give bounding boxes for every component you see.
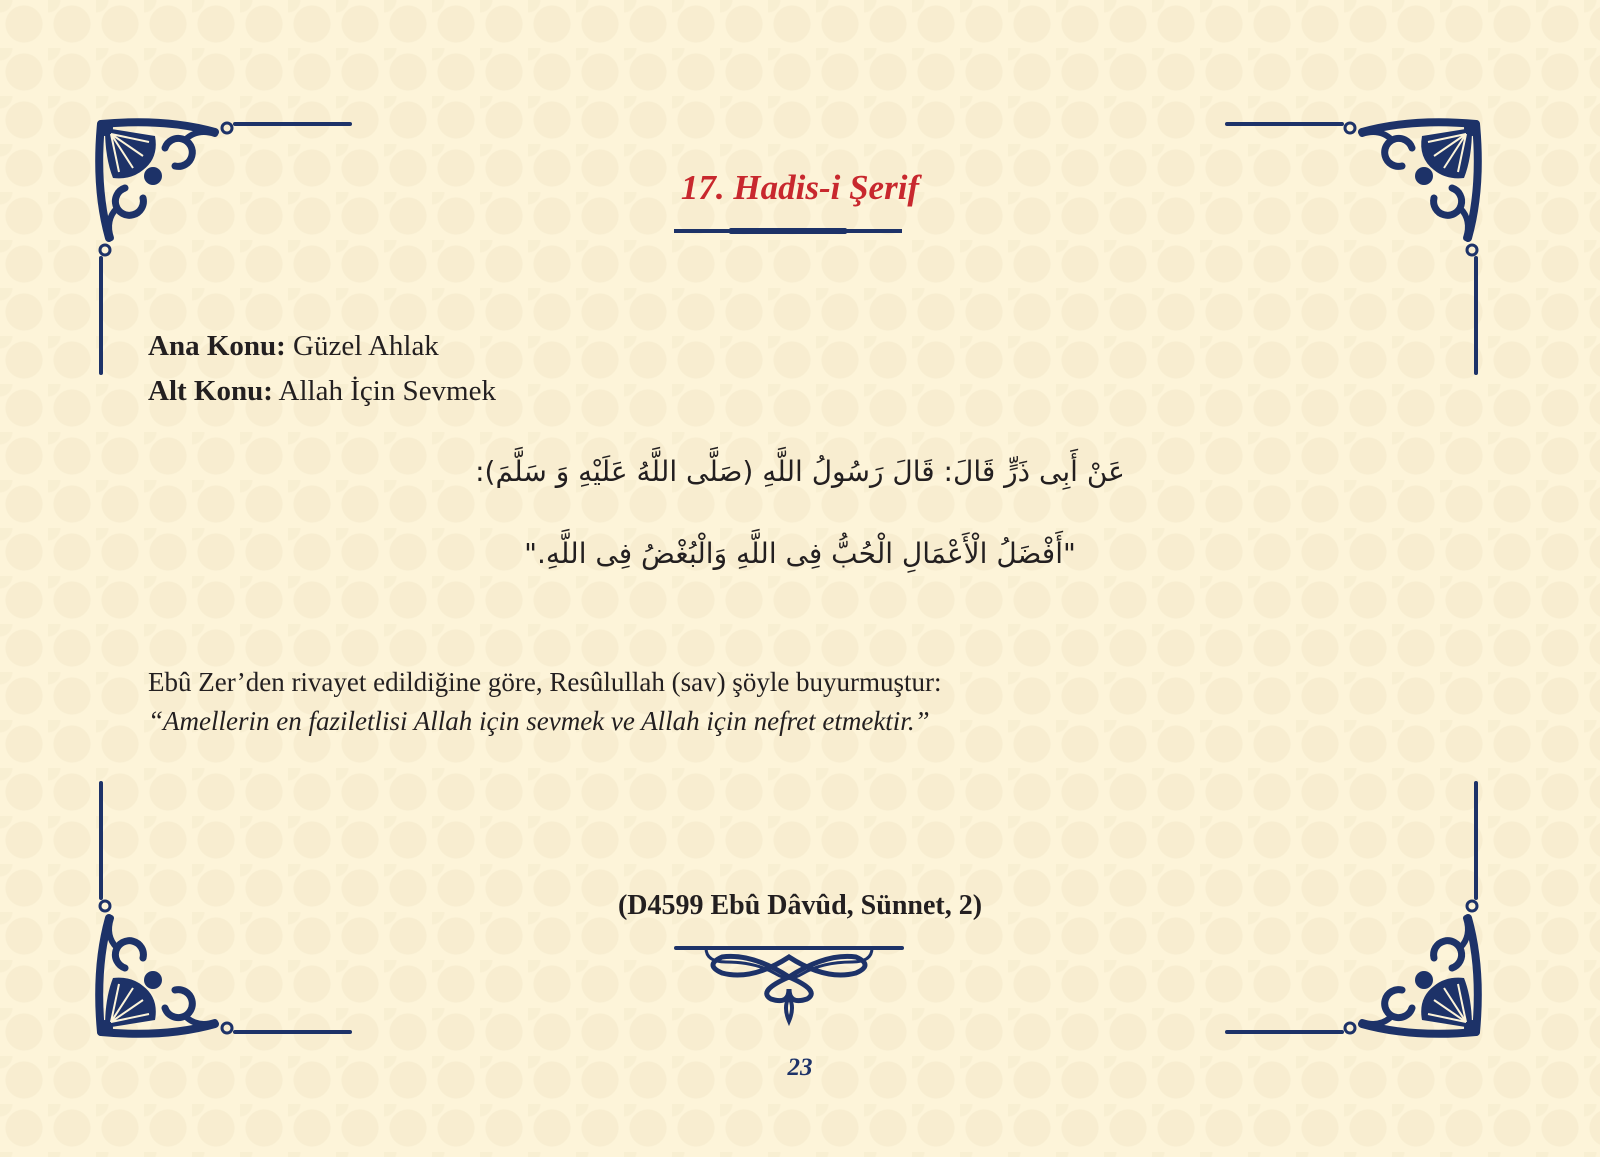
main-topic-label: Ana Konu: <box>148 330 286 362</box>
knot-flourish-ornament-icon <box>674 945 904 1035</box>
page-number: 23 <box>787 1054 813 1081</box>
translation-hadith: “Amellerin en faziletlisi Allah için sevmek ve Allah için nefret etmektir.” <box>148 706 930 736</box>
main-topic-value: Güzel Ahlak <box>293 330 439 362</box>
arabic-narration-line: عَنْ أَبِى ذَرٍّ قَالَ: قَالَ رَسُولُ اللَّهِ (صَلَّى اللَّهُ عَلَيْهِ وَ سَلَّمَ): <box>475 455 1125 488</box>
title-divider <box>674 229 902 233</box>
sub-topic-label: Alt Konu: <box>148 375 273 407</box>
hadith-title: 17. Hadis-i Şerif <box>680 168 920 207</box>
corner-ornament-top-right-icon <box>1222 118 1482 378</box>
hadith-source-reference: (D4599 Ebû Dâvûd, Sünnet, 2) <box>617 890 983 921</box>
arabic-hadith-text: "أَفْضَلُ الْأَعْمَالِ الْحُبُّ فِى اللَّهِ وَالْبُغْضُ فِى اللَّهِ." <box>524 537 1076 570</box>
sub-topic-value: Allah İçin Sevmek <box>278 375 496 407</box>
sub-topic <box>148 375 496 408</box>
translation-intro: Ebû Zer’den rivayet edildiğine göre, Resûlullah (sav) şöyle buyurmuştur: <box>148 667 942 697</box>
main-topic <box>148 330 439 363</box>
